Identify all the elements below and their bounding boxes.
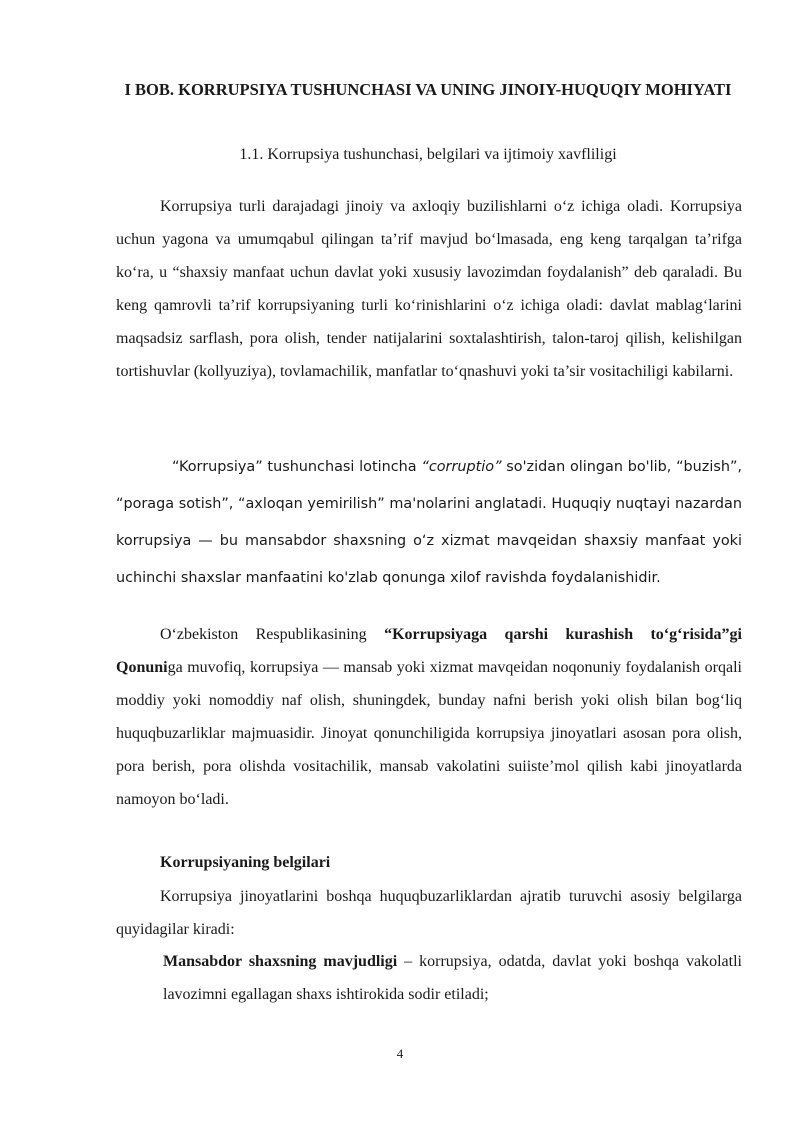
paragraph-etymology-start: “Korrupsiya” tushunchasi lotincha	[172, 459, 422, 475]
paragraph-law-rest: ga muvofiq, korrupsiya — mansab yoki xizmat mavqeidan noqonuniy foydalanish orqali moddiy yoki nomoddiy naf olish, shuningdek, bunday nafni berish yoki olish bilan bog‘liq huquqbuzarliklar majmuasidir. Jinoyat qonunchiligida korrupsiya jinoyatlari asosan pora olish, pora berish, pora olishda vositachilik, mansab vakolatini suiiste’mol qilish kabi jinoyatlarda namoyon bo‘ladi.	[116, 659, 742, 808]
paragraph-etymology-rest: so'zidan olingan bo'lib, “buzish”, “poraga sotish”, “axloqan yemirilish” ma'nolarini anglatadi. Huquqiy nuqtayi nazardan korrupsiya — bu mansabdor shaxsning o‘z xizmat mavqeidan shaxsiy manfaat yoki uchinchi shaxslar manfaatini ko'zlab qonunga xilof ravishda foydalanishidir.	[116, 459, 743, 586]
section-title: 1.1. Korrupsiya tushunchasi, belgilari va ijtimoiy xavfliligi	[239, 146, 617, 163]
paragraph-etymology	[116, 449, 742, 597]
subheading-signs: Korrupsiyaning belgilari	[160, 854, 331, 871]
paragraph-law-start: O‘zbekiston Respublikasining	[160, 626, 385, 643]
paragraph-definition: Korrupsiya turli darajadagi jinoiy va axloqiy buzilishlarni o‘z ichiga oladi. Korrupsiya uchun yagona va umumqabul qilingan ta’rif mavjud bo‘lmasada, eng keng tarqalgan ta’rifga ko‘ra, u “shaxsiy manfaat uchun davlat yoki xususiy lavozimdan foydalanish” deb qaraladi. Bu keng qamrovli ta’rif korrupsiyaning turli ko‘rinishlarini o‘z ichiga oladi: davlat mablag‘larini maqsadsiz sarflash, pora olish, tender natijalarini soxtalashtirish, talon-taroj qilish, kelishilgan tortishuvlar (kollyuziya), tovlamachilik, manfatlar to‘qnashuvi yoki ta’sir vositachiligi kabilarni.	[116, 198, 742, 380]
latin-term: “corruptio”	[421, 459, 502, 475]
list-item	[163, 945, 742, 1011]
paragraph-signs-intro: Korrupsiya jinoyatlarini boshqa huquqbuzarliklardan ajratib turuvchi asosiy belgilarga quyidagilar kiradi:	[116, 888, 742, 938]
law-title: “Korrupsiyaga qarshi kurashish to‘g‘risida”gi Qonuni	[116, 626, 743, 676]
paragraph-law	[116, 618, 742, 816]
list-item-text: – korrupsiya, odatda, davlat yoki boshqa vakolatli lavozimni egallagan shaxs ishtirokida sodir etiladi;	[163, 953, 742, 1003]
list-item-term: Mansabdor shaxsning mavjudligi	[163, 953, 398, 970]
chapter-title: I BOB. KORRUPSIYA TUSHUNCHASI VA UNING JINOIY-HUQUQIY MOHIYATI	[124, 80, 732, 99]
page-number: 4	[396, 1046, 404, 1061]
